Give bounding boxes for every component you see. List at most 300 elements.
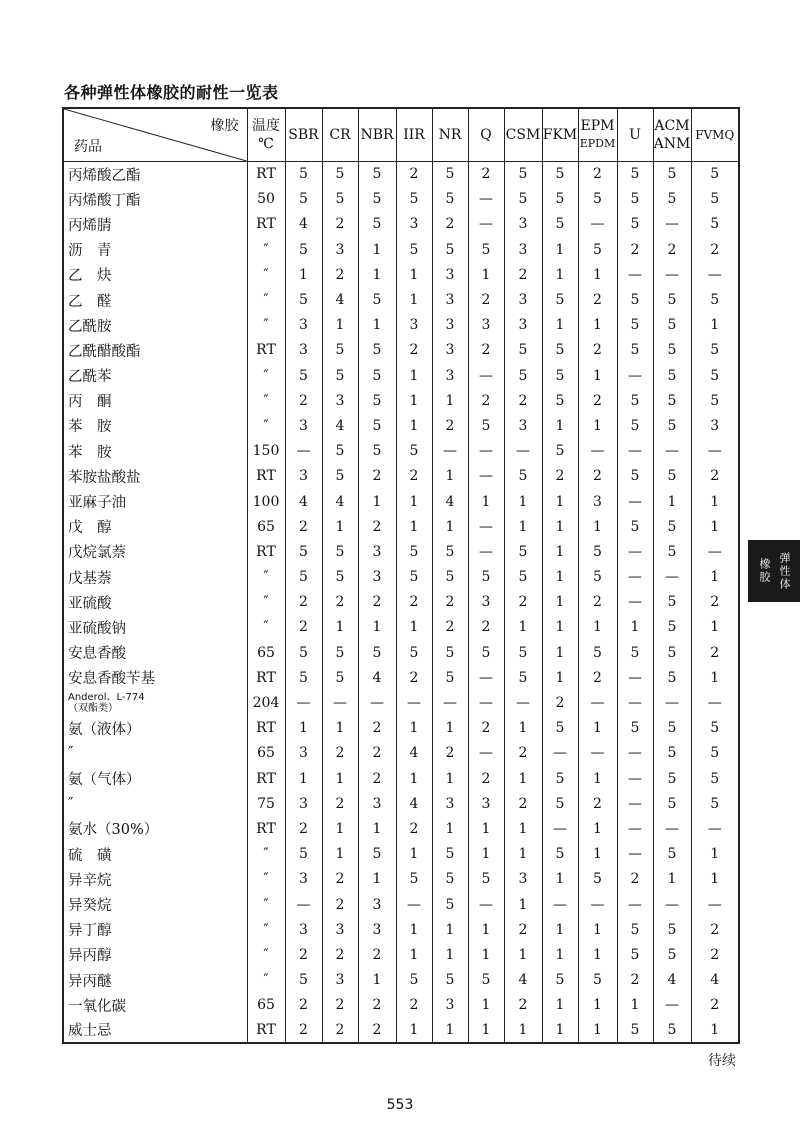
rating-cell: 5 [432,237,468,262]
rating-cell: 3 [322,237,358,262]
rating-cell: 2 [468,388,504,413]
temp-cell: 204 [247,690,285,715]
rating-cell: 5 [322,187,358,212]
rating-cell: 5 [653,716,691,741]
rating-cell: — [468,514,504,539]
rating-cell: 5 [396,968,432,993]
rating-cell: 2 [617,237,653,262]
drug-cell: 丙烯酸丁酯 [63,187,247,212]
temp-cell: ″ [247,968,285,993]
table-row [63,615,739,640]
rating-cell: 1 [542,565,578,590]
resistance-table [62,107,740,1044]
rating-cell: — [504,439,542,464]
continued-note: 待续 [708,1053,736,1069]
rating-cell: 2 [358,1018,396,1043]
rating-cell: 1 [322,766,358,791]
rating-cell: 1 [432,716,468,741]
rating-cell: 3 [504,313,542,338]
rating-cell: 3 [432,313,468,338]
rating-cell: 5 [653,791,691,816]
rating-cell: 5 [285,565,322,590]
rating-cell: 1 [396,514,432,539]
drug-cell: 亚硫酸 [63,590,247,615]
drug-cell: 苯胺盐酸盐 [63,464,247,489]
rating-cell: — [468,439,504,464]
rating-cell: 3 [358,539,396,564]
rating-cell: 4 [396,741,432,766]
rating-cell: 5 [542,439,578,464]
rating-cell: 5 [396,565,432,590]
section-side-tab [748,540,800,602]
rating-cell: 1 [432,514,468,539]
column-header [653,108,691,162]
temp-header-line1: 温度 [252,118,280,134]
rating-cell: 5 [285,363,322,388]
rating-cell: 1 [504,842,542,867]
rating-cell: 5 [432,539,468,564]
rating-cell: 1 [396,1018,432,1043]
rating-cell: 5 [322,439,358,464]
drug-cell: 戊烷氯萘 [63,539,247,564]
rating-cell: 1 [432,388,468,413]
rating-cell: 2 [396,665,432,690]
column-header: FKM [542,108,578,162]
temp-cell: ″ [247,892,285,917]
rating-cell: 1 [396,942,432,967]
rating-cell: 5 [617,1018,653,1043]
rating-cell: 1 [653,489,691,514]
rating-cell: 1 [653,867,691,892]
rating-cell: 5 [691,388,739,413]
rating-cell: 5 [617,716,653,741]
rating-cell: 5 [432,842,468,867]
rating-cell: 2 [578,665,617,690]
rating-cell: 5 [653,917,691,942]
rating-cell: 1 [358,489,396,514]
temp-cell: RT [247,539,285,564]
rating-cell: — [322,690,358,715]
rating-cell: 3 [396,313,432,338]
rating-cell: 1 [468,942,504,967]
rating-cell: 5 [358,388,396,413]
rating-cell: 2 [468,615,504,640]
rating-cell: 5 [691,741,739,766]
rating-cell: 2 [691,993,739,1018]
rating-cell: 5 [358,187,396,212]
rating-cell: 3 [322,388,358,413]
rating-cell: — [617,539,653,564]
rating-cell: 1 [358,262,396,287]
rating-cell: 4 [285,212,322,237]
temp-cell: RT [247,716,285,741]
rating-cell: 5 [653,514,691,539]
drug-cell: 戊基萘 [63,565,247,590]
rating-cell: 1 [358,615,396,640]
rating-cell: 1 [617,615,653,640]
temp-cell: RT [247,212,285,237]
drug-cell: 丙烯腈 [63,212,247,237]
rating-cell: 1 [578,816,617,841]
rating-cell: — [542,741,578,766]
column-header: SBR [285,108,322,162]
rating-cell: — [617,791,653,816]
rating-cell: 1 [578,766,617,791]
rating-cell: 3 [285,791,322,816]
table-row [63,262,739,287]
rating-cell: 5 [322,363,358,388]
rating-cell: — [691,439,739,464]
drug-cell: 沥 青 [63,237,247,262]
rating-cell: 3 [432,791,468,816]
rating-cell: 2 [322,212,358,237]
rating-cell: 1 [396,413,432,438]
rating-cell: — [617,842,653,867]
rating-cell: — [617,816,653,841]
rating-cell: 2 [653,237,691,262]
rating-cell: 2 [432,590,468,615]
rating-cell: 2 [358,741,396,766]
rating-cell: 3 [432,338,468,363]
rating-cell: 4 [504,968,542,993]
rating-cell: 3 [504,237,542,262]
table-row [63,413,739,438]
rating-cell: 5 [653,842,691,867]
rating-cell: 5 [322,665,358,690]
rating-cell: 2 [322,262,358,287]
rating-cell: — [617,741,653,766]
rating-cell: 2 [468,766,504,791]
rating-cell: — [285,439,322,464]
rating-cell: 1 [322,816,358,841]
rating-cell: 2 [322,1018,358,1043]
rating-cell: — [617,565,653,590]
rating-cell: 5 [468,565,504,590]
rating-cell: 2 [578,464,617,489]
rating-cell: — [653,690,691,715]
rating-cell: 1 [578,917,617,942]
rating-cell: 1 [542,993,578,1018]
rating-cell: — [468,539,504,564]
table-row [63,993,739,1018]
rating-cell: 5 [653,539,691,564]
rating-cell: 1 [504,942,542,967]
rating-cell: 5 [542,287,578,312]
rating-cell: 2 [578,388,617,413]
temp-cell: ″ [247,942,285,967]
rating-cell: 5 [653,665,691,690]
rating-cell: 1 [396,262,432,287]
rating-cell: 1 [396,363,432,388]
rating-cell: 1 [432,917,468,942]
rating-cell: 4 [322,489,358,514]
rating-cell: 2 [322,892,358,917]
rating-cell: 3 [285,867,322,892]
drug-cell: 苯 胺 [63,413,247,438]
rating-cell: 1 [578,413,617,438]
rating-cell: 4 [285,489,322,514]
rating-cell: 1 [285,716,322,741]
rating-cell: 2 [322,993,358,1018]
rating-cell: 5 [432,665,468,690]
rating-cell: 5 [358,212,396,237]
rating-cell: 5 [358,439,396,464]
temp-cell: RT [247,162,285,187]
rating-cell: 5 [617,162,653,187]
rating-cell: — [504,690,542,715]
rating-cell: 5 [542,766,578,791]
rating-cell: 3 [285,338,322,363]
rating-cell: 5 [285,640,322,665]
rating-cell: 5 [432,640,468,665]
temp-cell: ″ [247,287,285,312]
rating-cell: 2 [578,287,617,312]
rating-cell: 3 [285,313,322,338]
rating-cell: 2 [504,590,542,615]
drug-cell: 丙烯酸乙酯 [63,162,247,187]
rating-cell: 3 [691,413,739,438]
rating-cell: 1 [504,1018,542,1043]
column-header-line: EPDM [579,137,616,150]
rating-cell: 1 [578,842,617,867]
rating-cell: — [542,816,578,841]
rating-cell: 5 [358,162,396,187]
side-tab-line1: 弹性体 [778,551,791,591]
table-row [63,363,739,388]
rating-cell: 4 [358,665,396,690]
rating-cell: — [691,539,739,564]
rating-cell: 5 [432,867,468,892]
rating-cell: 5 [504,187,542,212]
rating-cell: 3 [504,287,542,312]
table-row [63,1018,739,1043]
rating-cell: 5 [468,413,504,438]
drug-cell: 异癸烷 [63,892,247,917]
drug-cell: 安息香酸 [63,640,247,665]
rating-cell: 2 [504,791,542,816]
temp-cell: RT [247,464,285,489]
temp-cell: ″ [247,313,285,338]
rating-cell: — [468,187,504,212]
rating-cell: 1 [504,816,542,841]
rating-cell: — [468,212,504,237]
rating-cell: 1 [468,993,504,1018]
rating-cell: 5 [617,413,653,438]
rating-cell: 1 [322,842,358,867]
temp-cell: ″ [247,237,285,262]
rating-cell: 5 [285,287,322,312]
rating-cell: 1 [358,313,396,338]
table-row [63,741,739,766]
table-row [63,968,739,993]
rating-cell: 1 [504,514,542,539]
rating-cell: 5 [358,413,396,438]
temp-cell: ″ [247,413,285,438]
table-row [63,539,739,564]
temp-cell: RT [247,766,285,791]
temp-cell: 65 [247,640,285,665]
temp-cell: RT [247,338,285,363]
rating-cell: 2 [578,791,617,816]
rating-cell: 2 [358,514,396,539]
rating-cell: 3 [432,287,468,312]
rating-cell: 4 [691,968,739,993]
rating-cell: 3 [285,464,322,489]
rating-cell: 5 [653,590,691,615]
rating-cell: 2 [468,287,504,312]
rating-cell: 5 [396,237,432,262]
rating-cell: 5 [617,187,653,212]
rating-cell: 5 [653,615,691,640]
column-header-line: ACM [654,118,690,134]
rating-cell: 5 [653,464,691,489]
drug-cell: 硫 磺 [63,842,247,867]
rating-cell: 2 [504,993,542,1018]
drug-cell: 异丙醚 [63,968,247,993]
rating-cell: 3 [285,917,322,942]
rating-cell: 5 [542,716,578,741]
rating-cell: 5 [542,187,578,212]
table-header-row [63,108,739,162]
rating-cell: 1 [542,590,578,615]
rating-cell: 5 [617,338,653,363]
table-row [63,237,739,262]
rating-cell: 1 [322,716,358,741]
rating-cell: 5 [617,287,653,312]
rating-cell: 5 [432,968,468,993]
rating-cell: 3 [322,968,358,993]
rating-cell: 5 [653,313,691,338]
rating-cell: 1 [504,892,542,917]
rating-cell: — [468,665,504,690]
rating-cell: 5 [617,514,653,539]
drug-cell: 氨（气体） [63,766,247,791]
rating-cell: — [691,690,739,715]
temp-cell: ″ [247,917,285,942]
temp-cell: ″ [247,867,285,892]
rating-cell: 1 [542,489,578,514]
rating-cell: 5 [504,464,542,489]
rating-cell: 5 [468,640,504,665]
rating-cell: 5 [432,162,468,187]
rating-cell: 2 [322,590,358,615]
rating-cell: 1 [578,993,617,1018]
drug-cell: 安息香酸苄基 [63,665,247,690]
drug-cell: 乙酰醋酸酯 [63,338,247,363]
rating-cell: 1 [691,665,739,690]
table-row [63,439,739,464]
rating-cell: — [617,489,653,514]
rating-cell: 5 [542,212,578,237]
rating-cell: 2 [468,162,504,187]
rating-cell: 1 [691,489,739,514]
rating-cell: 4 [432,489,468,514]
rating-cell: 2 [504,262,542,287]
rating-cell: 5 [617,464,653,489]
rating-cell: 1 [578,313,617,338]
rating-cell: 2 [285,816,322,841]
rating-cell: 2 [285,514,322,539]
table-row [63,665,739,690]
rating-cell: 2 [468,338,504,363]
rating-cell: 5 [285,968,322,993]
rating-cell: 2 [617,968,653,993]
rating-cell: — [617,590,653,615]
rating-cell: 5 [432,565,468,590]
column-header: NBR [358,108,396,162]
rating-cell: 1 [542,313,578,338]
rating-cell: — [578,212,617,237]
rating-cell: 5 [653,1018,691,1043]
rating-cell: 4 [322,413,358,438]
rating-cell: 2 [358,716,396,741]
rating-cell: 5 [542,791,578,816]
rating-cell: — [578,741,617,766]
rating-cell: 1 [578,942,617,967]
column-header: FVMQ [691,108,739,162]
table-row [63,892,739,917]
rating-cell: — [542,892,578,917]
rating-cell: 1 [578,363,617,388]
rating-cell: — [691,262,739,287]
rating-cell: — [691,816,739,841]
rating-cell: 2 [617,867,653,892]
rating-cell: 1 [542,514,578,539]
column-header: NR [432,108,468,162]
rating-cell: 5 [396,539,432,564]
table-row [63,640,739,665]
rating-cell: — [617,262,653,287]
rating-cell: 5 [653,741,691,766]
drug-cell: 异辛烷 [63,867,247,892]
rating-cell: 1 [396,716,432,741]
drug-cell: 异丙醇 [63,942,247,967]
rating-cell: 1 [396,489,432,514]
rating-cell: 2 [358,942,396,967]
rating-cell: 1 [285,262,322,287]
rating-cell: — [468,741,504,766]
rating-cell: 1 [396,388,432,413]
column-header-line: ANM [653,136,691,152]
rating-cell: 1 [358,867,396,892]
rating-cell: 2 [285,993,322,1018]
rating-cell: — [578,690,617,715]
rating-cell: 5 [468,968,504,993]
rating-cell: 2 [285,942,322,967]
rating-cell: 5 [653,338,691,363]
rating-cell: 5 [578,539,617,564]
rating-cell: 5 [396,439,432,464]
temp-cell: 65 [247,741,285,766]
rating-cell: 5 [578,187,617,212]
rating-cell: 5 [358,842,396,867]
rating-cell: 1 [542,539,578,564]
temp-cell: 150 [247,439,285,464]
rating-cell: 5 [285,539,322,564]
rating-cell: — [285,892,322,917]
rating-cell: 3 [504,212,542,237]
rating-cell: 5 [358,338,396,363]
rating-cell: 1 [468,917,504,942]
rating-cell: 5 [285,162,322,187]
rating-cell: 2 [432,615,468,640]
rating-cell: 3 [468,313,504,338]
rating-cell: 5 [691,766,739,791]
rating-cell: 1 [396,766,432,791]
drug-cell: 氨（液体） [63,716,247,741]
rating-cell: 2 [285,388,322,413]
drug-cell: 威士忌 [63,1018,247,1043]
